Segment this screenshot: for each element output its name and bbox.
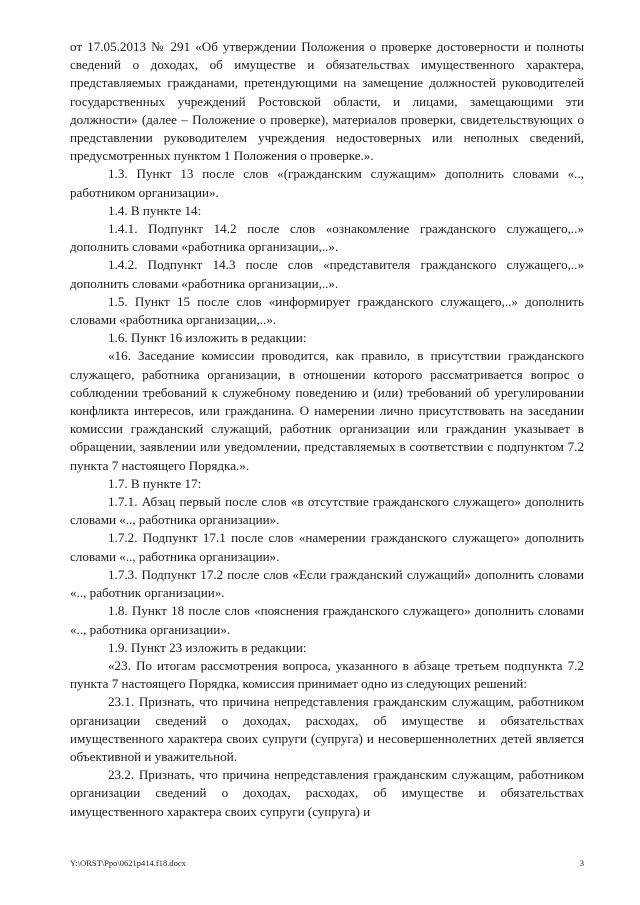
paragraph-1-7-3: 1.7.3. Подпункт 17.2 после слов «Если гражданский служащий» дополнить словами «.., работник организации». xyxy=(70,566,584,601)
paragraph-1-7-2: 1.7.2. Подпункт 17.1 после слов «намерении гражданского служащего» дополнить словами «.., работника организации». xyxy=(70,530,584,564)
paragraph-1-6: 1.6. Пункт 16 изложить в редакции: xyxy=(108,330,307,346)
paragraph-1-5: 1.5. Пункт 15 после слов «информирует гражданского служащего,..» дополнить словами «работника организации,..». xyxy=(70,293,584,328)
paragraph-23-text: «23. По итогам рассмотрения вопроса, указанного в абзаце третьем подпункта 7.2 пункта 7 настоящего Порядка, комиссия принимает одно из следующих решений: xyxy=(70,657,584,692)
paragraph-23-1: 23.1. Признать, что причина непредставления гражданским служащим, работником организации сведений о доходах, расходах, об имуществе и обязательствах имущественного характера своих супруги (супруга) и несовершеннолетних детей является объективной и уважительной. xyxy=(70,694,584,764)
paragraph-16-text: «16. Заседание комиссии проводится, как правило, в присутствии гражданского служащего, работника организации, в отношении которого рассматривается вопрос о соблюдении требований к служебному поведению и (или) требований об урегулировании конфликта интересов, или гражданина. О намерении лично присутствовать на заседании комиссии гражданский служащий, работник организации или гражданин указывает в обращении, заявлении или уведомлении, представляемых в соответствии с подпунктом 7.2 пункта 7 настоящего Порядка.». xyxy=(70,348,584,473)
document-page xyxy=(70,38,584,821)
paragraph-1-7-1: 1.7.1. Абзац первый после слов «в отсутствие гражданского служащего» дополнить словами «.., работника организации». xyxy=(70,494,584,528)
paragraph-1-4-2: 1.4.2. Подпункт 14.3 после слов «представителя гражданского служащего,..» дополнить словами «работника организации,..». xyxy=(70,257,584,291)
paragraph-1-3: 1.3. Пункт 13 после слов «(гражданским служащим» дополнить словами «.., работником организации». xyxy=(70,166,584,200)
paragraph-1-8: 1.8. Пункт 18 после слов «пояснения гражданского служащего» дополнить словами «.., работника организации». xyxy=(70,603,584,637)
paragraph-1-4: 1.4. В пункте 14: xyxy=(108,202,202,218)
page-number: 3 xyxy=(579,858,584,868)
paragraph-1-4-1: 1.4.1. Подпункт 14.2 после слов «ознакомление гражданского служащего,..» дополнить словами «работника организации,..». xyxy=(70,221,584,255)
paragraph-continuation: от 17.05.2013 № 291 «Об утверждении Положения о проверке достоверности и полноты сведений о доходах, об имуществе и обязательствах имущественного характера, представляемых гражданами, претендующими на замещение должностей руководителей государственных учреждений Ростовской области, и лицами, замещающими эти должности» (далее – Положение о проверке), материалов проверки, свидетельствующих о представлении руководителем учреждения недостоверных или неполных сведений, предусмотренных пунктом 1 Положения о проверке.». xyxy=(70,39,584,164)
paragraph-1-7: 1.7. В пункте 17: xyxy=(108,475,202,491)
paragraph-23-2: 23.2. Признать, что причина непредставления гражданским служащим, работником организации сведений о доходах, расходах, об имуществе и обязательствах имущественного характера своих супруги (супруга) и xyxy=(70,767,584,819)
footer-file-path: Y:\ORST\Ppo\0621p414.f18.docx xyxy=(70,858,186,868)
paragraph-1-9: 1.9. Пункт 23 изложить в редакции: xyxy=(108,639,307,655)
